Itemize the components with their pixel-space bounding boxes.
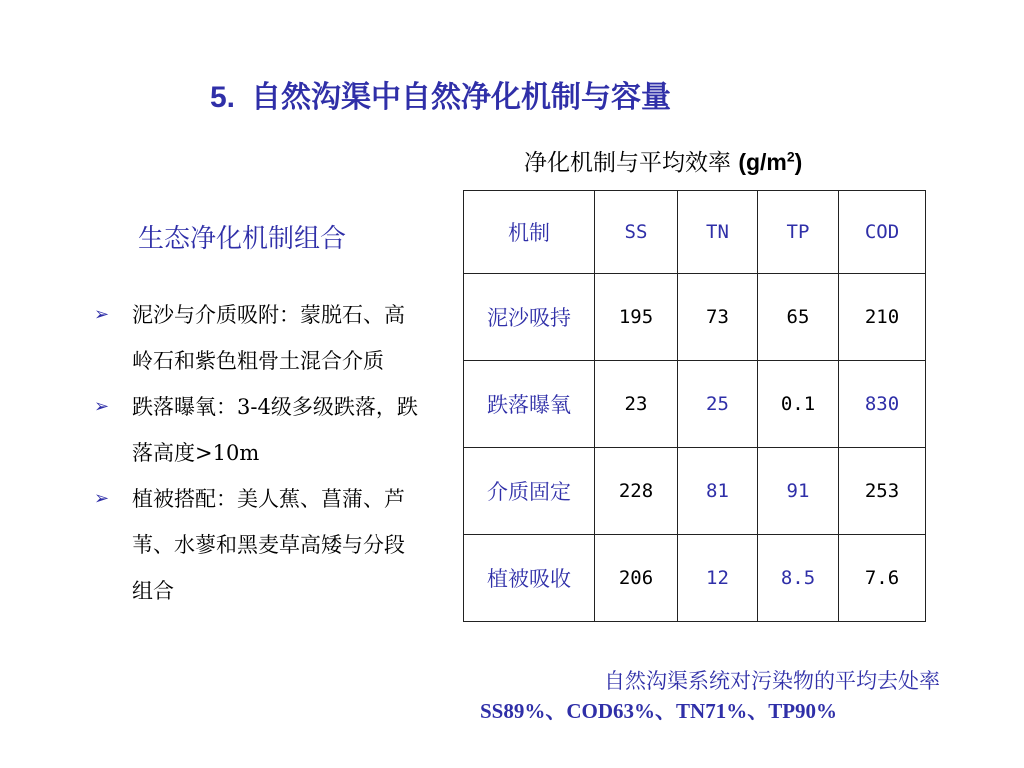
unit-prefix: (g/m (738, 149, 787, 175)
section-subtitle: 生态净化机制组合 (138, 224, 347, 254)
table-cell: 65 (758, 274, 839, 361)
arrow-bullet-icon: ➢ (94, 488, 110, 509)
note-line-1: 自然沟渠系统对污染物的平均去处率 (604, 669, 940, 693)
table-cell-highlight: 830 (839, 361, 926, 448)
header-cell: 机制 (464, 191, 595, 274)
note-line-2: SS89%、COD63%、TN71%、TP90% (480, 699, 838, 723)
table-cell-highlight: 81 (678, 448, 758, 535)
header-cell: SS (595, 191, 678, 274)
list-item (92, 476, 422, 614)
table-cell: 228 (595, 448, 678, 535)
table-cell: 210 (839, 274, 926, 361)
table-cell: 253 (839, 448, 926, 535)
arrow-bullet-icon: ➢ (94, 396, 110, 417)
bullet-text: 跌落曝氧：3-4级多级跌落，跌落高度>10m (132, 395, 418, 465)
table-cell-highlight: 8.5 (758, 535, 839, 622)
table-cell: 0.1 (758, 361, 839, 448)
table-row (464, 361, 926, 448)
table-caption (524, 144, 802, 177)
caption-text: 净化机制与平均效率 (524, 150, 739, 176)
caption-unit (738, 149, 802, 175)
table-cell-highlight: 91 (758, 448, 839, 535)
list-item (92, 384, 422, 476)
table-cell: 7.6 (839, 535, 926, 622)
removal-rate-note (480, 666, 940, 726)
table-row (464, 448, 926, 535)
table-header-row (464, 191, 926, 274)
table-cell-highlight: 12 (678, 535, 758, 622)
header-cell: TP (758, 191, 839, 274)
table-cell-highlight: 25 (678, 361, 758, 448)
row-label: 跌落曝氧 (464, 361, 595, 448)
unit-suffix: ) (794, 149, 803, 175)
unit-superscript: 2 (786, 148, 795, 165)
row-label: 植被吸收 (464, 535, 595, 622)
table-cell: 195 (595, 274, 678, 361)
row-label: 泥沙吸持 (464, 274, 595, 361)
table-cell: 23 (595, 361, 678, 448)
header-cell: COD (839, 191, 926, 274)
arrow-bullet-icon: ➢ (94, 304, 110, 325)
section-number: 5. (210, 81, 236, 114)
table-cell: 73 (678, 274, 758, 361)
efficiency-table (463, 190, 926, 622)
row-label: 介质固定 (464, 448, 595, 535)
table-cell: 206 (595, 535, 678, 622)
table-row (464, 274, 926, 361)
list-item (92, 292, 422, 384)
bullet-text: 植被搭配：美人蕉、菖蒲、芦苇、水蓼和黑麦草高矮与分段组合 (132, 487, 405, 603)
page-title (210, 72, 671, 116)
bullet-list (92, 292, 422, 614)
bullet-text: 泥沙与介质吸附：蒙脱石、高岭石和紫色粗骨土混合介质 (132, 303, 405, 373)
title-text: 自然沟渠中自然净化机制与容量 (251, 80, 672, 115)
header-cell: TN (678, 191, 758, 274)
table-row (464, 535, 926, 622)
